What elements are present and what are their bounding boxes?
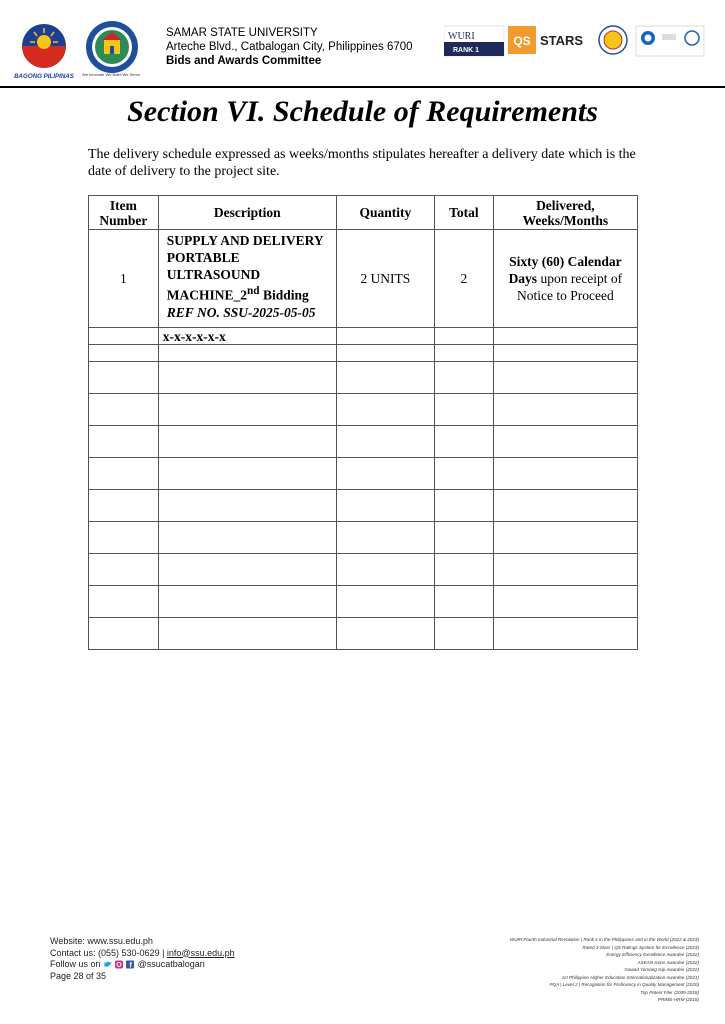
end-marker: x-x-x-x-x-x — [158, 328, 336, 345]
quantity-cell: 2 UNITS — [336, 230, 434, 328]
wuri-rank-text: RANK 1 — [452, 47, 480, 54]
award-line: PRIME-HRM (2018) — [657, 997, 699, 1002]
footer-email-link[interactable]: info@ssu.edu.ph — [166, 947, 235, 958]
stars-text: STARS — [540, 33, 584, 48]
table-row — [89, 394, 638, 426]
bagong-pilipinas-logo — [14, 20, 74, 80]
header-delivered: Delivered, Weeks/Months — [493, 196, 637, 230]
accreditation-badges — [444, 24, 706, 60]
ssu-tagline: We Innovate We Build We Serve — [82, 72, 141, 77]
table-row — [89, 426, 638, 458]
footer-contact — [50, 936, 235, 982]
wuri-text: WURI — [448, 31, 475, 42]
qs-stars-badge — [508, 26, 583, 54]
award-line: 1st Philippine Higher Education Internationalization Awardee (2021) — [561, 974, 699, 980]
letterhead-text — [166, 26, 413, 68]
table-row — [89, 362, 638, 394]
svg-text:f: f — [129, 962, 132, 970]
ssu-seal-logo — [82, 20, 142, 80]
footer-phone: Contact us: (055) 530-0629 | — [50, 947, 167, 958]
header-description: Description — [158, 196, 336, 230]
wuri-badge — [444, 26, 504, 56]
bagong-pilipinas-text: BAGONG PILIPINAS — [14, 73, 74, 80]
certification-logos — [636, 26, 704, 56]
table-row — [89, 230, 638, 328]
round-award-seal — [599, 26, 627, 54]
footer-contact-line — [50, 948, 235, 960]
footer-follow-label: Follow us on — [50, 959, 101, 969]
table-row — [89, 522, 638, 554]
page-number: Page 28 of 35 — [50, 970, 107, 981]
award-line: PQA | Level 2 | Recognition for Proficiency in Quality Management (2020) — [549, 982, 699, 987]
item-number-cell: 1 — [89, 230, 159, 328]
table-row — [89, 458, 638, 490]
description-ref: REF NO. SSU-2025-05-05 — [166, 304, 316, 320]
university-address: Arteche Blvd., Catbalogan City, Philippines 6700 — [166, 41, 413, 53]
description-main: SUPPLY AND DELIVERY PORTABLE ULTRASOUND MACHINE_2 — [166, 233, 324, 303]
qs-text: QS — [513, 34, 531, 48]
intro-paragraph: The delivery schedule expressed as weeks/months stipulates hereafter a delivery date which is the date of delivery to the project site. — [88, 147, 636, 179]
university-name: SAMAR STATE UNIVERSITY — [166, 27, 318, 39]
award-line: Gawad Yamang Isip Awardee (2022) — [624, 967, 699, 972]
instagram-icon — [115, 961, 123, 969]
table-row — [89, 490, 638, 522]
header-divider — [0, 86, 725, 88]
twitter-icon — [104, 962, 112, 967]
award-line: Energy Efficiency Excellence Awardee (2022) — [606, 952, 699, 957]
letterhead — [0, 0, 725, 90]
schedule-table — [88, 195, 638, 650]
table-row — [89, 618, 638, 650]
social-icons — [103, 960, 135, 969]
description-sup: nd — [247, 285, 260, 297]
delivered-rest: upon receipt of Notice to Proceed — [517, 271, 623, 303]
footer-follow-line — [50, 959, 235, 971]
office-name: Bids and Awards Committee — [166, 55, 322, 67]
delivered-bold: Sixty (60) Calendar Days — [508, 254, 622, 286]
table-row — [89, 586, 638, 618]
table-row — [89, 345, 638, 362]
delivered-cell — [493, 230, 637, 328]
header-quantity: Quantity — [336, 196, 434, 230]
table-row — [89, 554, 638, 586]
award-line: Rated 3 Stars | QS Ratings System for Excellence (2023) — [582, 944, 699, 950]
section-title: Section VI. Schedule of Requirements — [127, 95, 598, 128]
header-item-number: Item Number — [89, 196, 159, 230]
table-row — [89, 328, 638, 345]
award-line: ASEAN Icons Awardee (2022) — [637, 959, 699, 965]
footer-handle[interactable]: @ssucatbalogan — [137, 959, 205, 969]
footer-awards — [439, 936, 699, 1004]
description-bidding: Bidding — [259, 287, 309, 303]
table-header-row — [89, 196, 638, 230]
description-text — [163, 230, 332, 325]
award-line: Top Patent Filer (2009-2018) — [640, 989, 699, 995]
total-cell: 2 — [435, 230, 494, 328]
header-total: Total — [435, 196, 494, 230]
description-cell — [158, 230, 336, 328]
award-line: WURI Fourth Industrial Revolution | Rank 1 in the Philippines and in the World (2022 & 2023) — [509, 937, 699, 942]
footer-website[interactable]: Website: www.ssu.edu.ph — [50, 936, 153, 946]
